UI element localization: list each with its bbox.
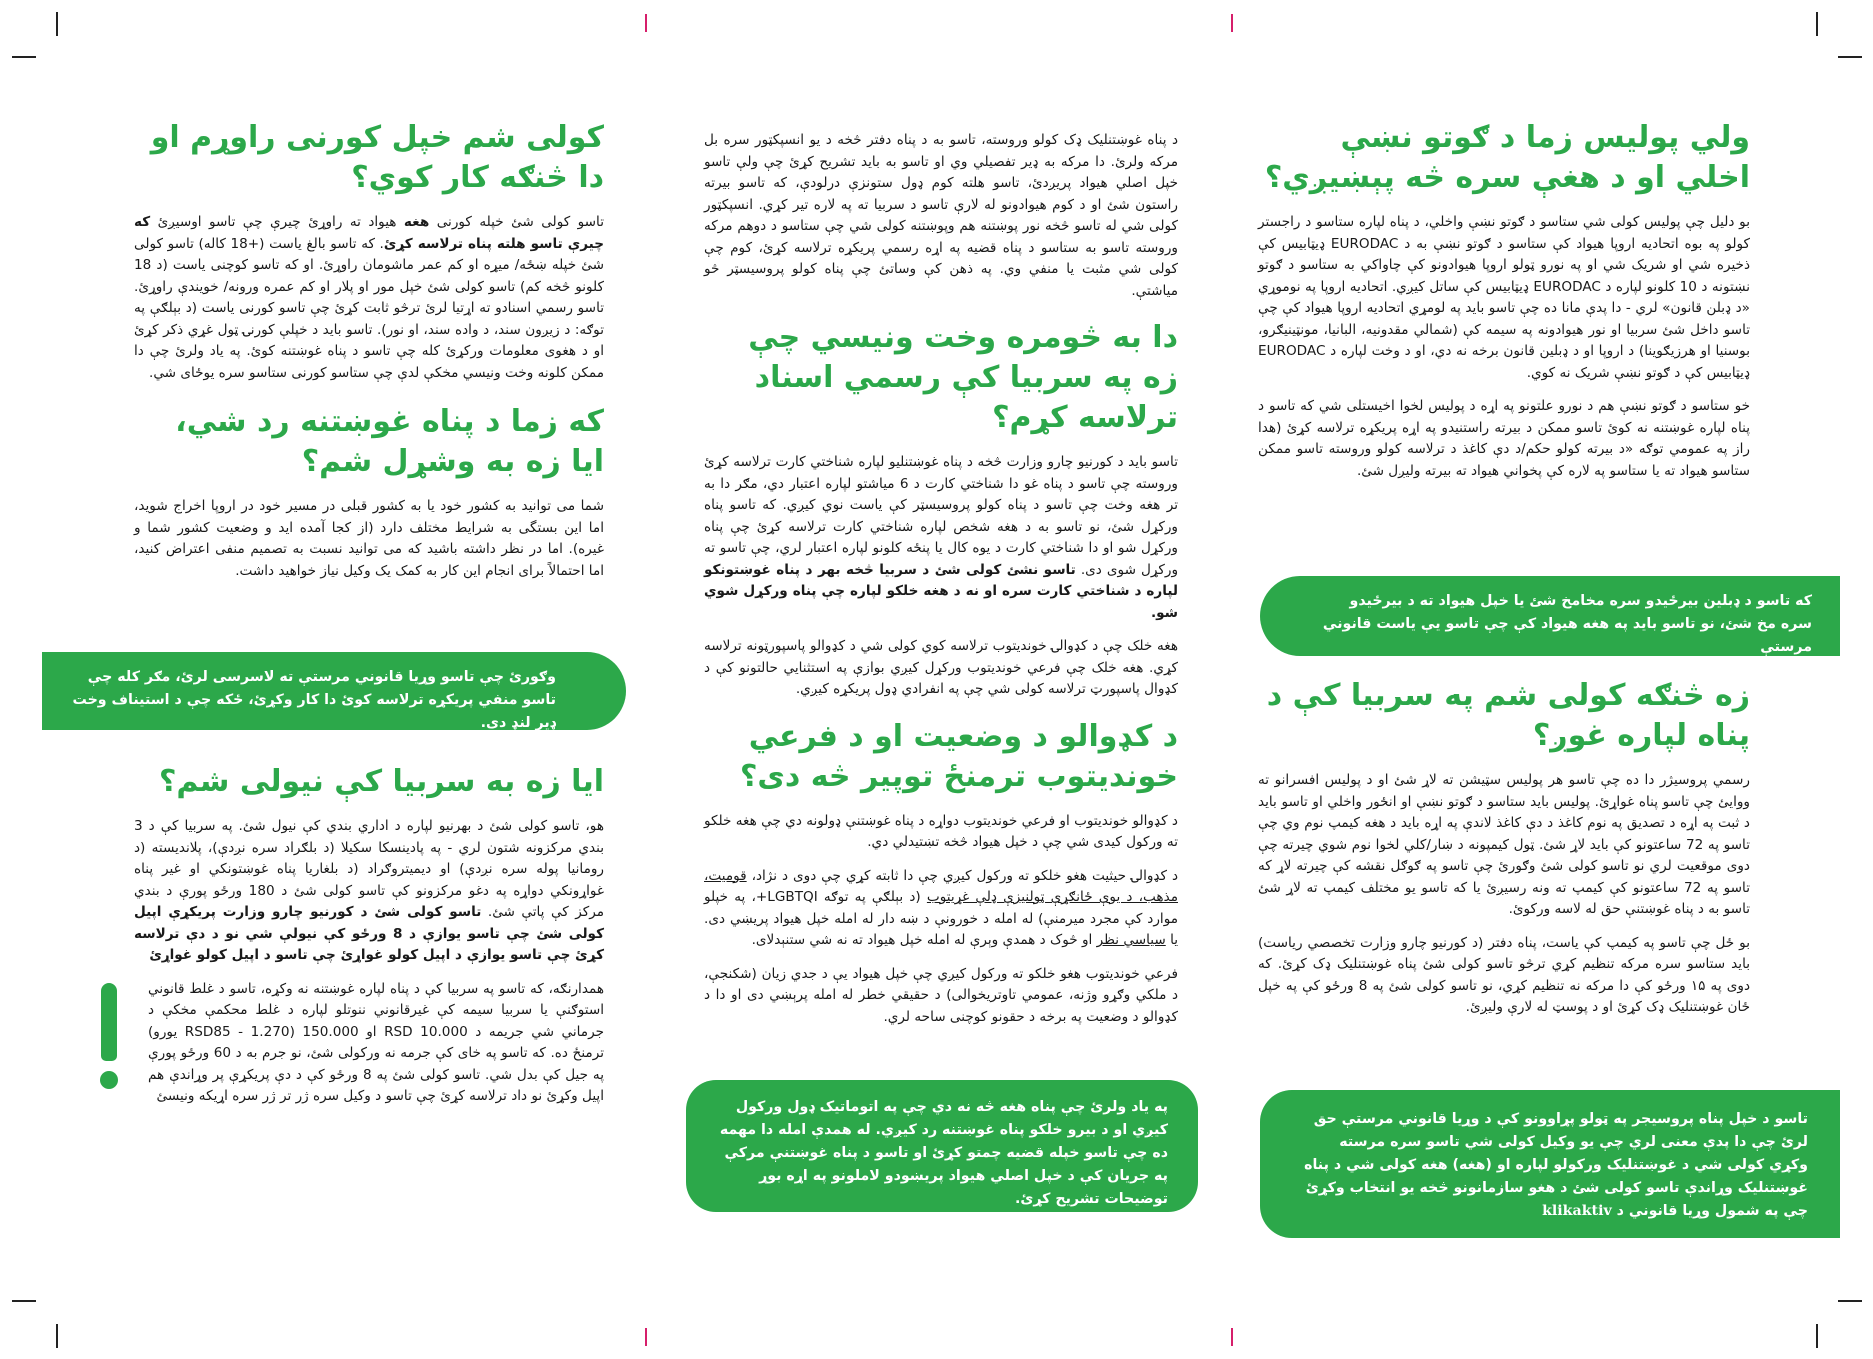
right-column-lower <box>1258 676 1750 1031</box>
underlined-text: سیاسي نظر <box>1096 932 1166 948</box>
fold-mark <box>645 14 647 32</box>
exclamation-icon <box>94 983 124 1093</box>
callout-text: په یاد ولرئ چې پناه هغه څه نه دي چې په اتوماتیک ډول ورکول کیږي او د بیرو خلکو پناه غوښتنه رد کیږي. له همدې امله دا مهمه ده چې تاسو خپله قضیه چمتو کړئ او تاسو د پناه غوښتنې مرکې په جریان کې د خپل اصلي هیواد پریښودو لاملونو په اړه بوړ توضیحات تشریح کړئ. <box>719 1099 1168 1207</box>
paragraph-bold: تاسو نشئ کولی شئ د سربیا څخه بهر د پناه غوښتونکو لپاره د شناختي کارت سره او نه د هغه خلکو لپاره چې پناه ورکړل شوي شو. <box>704 561 1178 621</box>
paragraph: خو ستاسو د ګوتو نښې هم د نورو علتونو په اړه د پولیس لخوا اخیستلی شي که تاسو د پناه لپاره غوښتنه نه کوئ تاسو ممکن د بیرته راستنیدو په اړه پریکړه ترلاسه کړئ (هدا راز په عمومي توګه «د بیرته کولو حکم/د دې کاغذ د ترلاسه کولو وروسته تاسو ممکن ستاسو هیواد ته یا ستاسو په لاره کې پخواني هیواد ته بیرته ولیږل شئ. <box>1258 398 1750 479</box>
paragraph-text: هو، تاسو کولی شئ د بهرنیو لپاره د اداري بندي کې نیول شئ. په سربیا کې د 3 بندي مرکزونه شتون لري - په پادینسکا سکیلا (د بلګراد سره نږدې)، پلاندیسته (د رومانیا پوله سره نږدې) او دیمیتروګراد (د بلغاریا پناه غوښتونکي او غیر پناه غواړونکي دواړه په دغو مرکزونو کې تاسو کولی شئ د 180 ورځو پورې د بندي مرکز کې پاتې شئ. <box>134 818 604 920</box>
paragraph-text: تاسو باید د کورنیو چارو وزارت څخه د پناه غوښتنلیو لپاره شناختي کارت ترلاسه کړئ وروسته چې تاسو د پناه غو دا شناختي کارت د 6 میاشتو لپاره اعتبار دي، مګر دا به تر هغه وخت چې تاسو د پناه کولو پروسیسټر کې یاست نوي کیږي. که تاسو پناه ورکړل شئ، نو تاسو به د هغه شخص لپاره شناختي کارت ترلاسه کړئ چې پناه ورکړل شو او دا شناختي کارت د یوه کال یا پنځه کلونو لپاره اعتبار لري، چې تاسو ته ورکړل شوی دی. <box>704 454 1179 578</box>
underlined-text: قومیت، مذهب، د یوې ځانګړې ټولنیزې ډلې غړیتوب <box>704 867 1178 905</box>
callout-text <box>1300 1108 1808 1223</box>
callout-box <box>686 1080 1198 1212</box>
right-column <box>1258 118 1750 494</box>
paragraph: هغه خلک چې د کډوالۍ خوندیتوب ترلاسه کوي کولی شي د کډوالو پاسپورټونه ترلاسه کړي. هغه خلک چې فرعي خوندیتوب ورکړل کیږي بوازې په استثنایي حالتونو کې د کډوال پاسپورټ ترلاسه کولی شي چې په انفرادي ډول پریکړه کیږي. <box>704 638 1178 697</box>
crop-mark <box>56 1324 58 1348</box>
callout-box <box>42 652 626 730</box>
section-heading: کولی شم خپل کورنی راوړم او دا څنګه کار کوي؟ <box>150 120 604 195</box>
crop-mark <box>1816 12 1818 36</box>
section-heading: ولي پوليس زما د ګوتو نښې اخلي او د هغې سره څه پېښيږي؟ <box>1264 120 1750 195</box>
section-heading: زه څنګه کولی شم په سربیا کې د پناه لپاره غوږ؟ <box>1266 678 1750 753</box>
left-column-lower <box>134 762 604 1120</box>
paragraph-text: (د بېلګې په توګه LGBTQI+، په خپلو موارد کې مجرد میرمنې) له امله د خورونې د ښه دار له امله خپل هیواد پریښي دی. یا <box>704 889 1178 948</box>
callout-text-main: تاسو د خپل پناه پروسیجر په ټولو پړاوونو کې د وړیا قانوني مرستې حق لرئ چې دا پدې معنی لري چې یو وکیل کولی شي تاسو سره مرسته وکړي کولی شي د غوښتنلیک ورکولو لپاره او (هغه) هغه کولی شي د پناه غوښتنلیک وړاندې تاسو کولی شئ د هغو سازمانونو څخه یو انتخاب وکړئ چې په شمول وړیا قانوني د <box>1304 1111 1808 1219</box>
left-column <box>134 118 604 594</box>
crop-mark <box>1838 56 1862 58</box>
paragraph: همدارنګه، که تاسو په سربیا کې د پناه لپاره غوښتنه نه وکړه، تاسو د غلط قانوني استوګنې یا سربیا سیمه کې غیرقانوني ننوتلو لپاره د غلط محکمې مخکې د جرماني شي جریمه د RSD 10.000 او 150.000 (RSD85 - 1.270 یورو) ترمنځ ده. که تاسو په خای کې جرمه نه ورکولی شئ، نو جرم به د 60 ورځو پورې په جیل کې بدل شي. تاسو کولی شئ په 8 ورځو کې د دې پریکړې پر وړاندې هم اپیل وکړئ نو داد ترلاسه کړئ چې تاسو د وکیل سره ژر تر ژر سره اړیکه ونیسئ <box>148 980 605 1104</box>
warning-note <box>134 979 604 1108</box>
callout-text: وګورئ چې تاسو وړیا قانوني مرستې ته لاسرسی لرئ، مګر کله چې تاسو منفي پریکړه ترلاسه کوئ دا کار وکړئ، ځکه چې د استیناف وخت ډیر لنډ دی. <box>72 669 556 731</box>
crop-mark <box>1838 1300 1862 1302</box>
section-heading: ایا زه به سربیا کې نیولی شم؟ <box>158 764 604 799</box>
paragraph: د پناه غوښتنلیک ډک کولو وروسته، تاسو به د پناه دفتر څخه د یو انسپکټور سره بل مرکه ولرئ. دا مرکه به ډیر تفصیلي وي او تاسو به باید تشریح کړئ چې ولې تاسو خپل اصلي هیواد پریږدئ، تاسو هلته کوم ډول ستونزې درلودې، که تاسو بیرته راستون شئ او د کوم هیوادونو له لارې تاسو د سربیا ته په لاره تیر کړي. انسپکټور کولی شي له تاسو څخه نور پوښتنه هم وپوښتنه کولی شي چې ستاسو د دوهم مرکه وروسته تاسو به ستاسو د پناه قضیه په اړه رسمي پریکړه ترلاسه کړئ، کوم چې کولی شي مثبت یا منفي وي. په ذهن کې وساتئ چې پناه کولو پروسیسټر څو میاشتې. <box>704 132 1178 299</box>
paragraph-text: تاسو کولی شئ خپله کورنی <box>429 214 604 230</box>
section-heading: دا به څومره وخت ونیسي چې زه په سربیا کې رسمي اسناد ترلاسه کړم؟ <box>748 320 1178 435</box>
paragraph: بو ځل چې تاسو په کیمپ کې یاست، پناه دفتر (د کورنیو چارو وزارت تخصصي ریاست) باید ستاسو سره مرکه تنظیم کړي ترڅو تاسو کولی شئ پناه غوښتنلیک ډک کړئ. که دوی په ۱۵ ورځو کې دا مرکه نه تنظیم کړي، نو تاسو کولی شئ په 8 ورځو کې په خپل ځان غوښتنلیک ډک کړئ او د پوسټ له لارې ولیږئ. <box>1258 934 1751 1015</box>
paragraph-text: د کډوالۍ حیثیت هغو خلکو ته ورکول کیږي چې دا ثابته کړي چې دوی د نژاد، <box>746 867 1178 884</box>
callout-box <box>1260 1090 1840 1238</box>
callout-box <box>1260 576 1840 656</box>
paragraph-bold: هغه <box>403 214 430 230</box>
paragraph: فرعي خوندیتوب هغو خلکو ته ورکول کیږي چې خپل هیواد یې د جدي زیان (شکنجې، د ملکي وګړو وژنه، عمومي تاوتریخوالی) د حقیقي خطر له امله پرېښي دی او دا د کډوالو د وضعیت په برخه د حقونو کوچنی ساحه لري. <box>704 965 1178 1025</box>
paragraph <box>704 866 1178 952</box>
paragraph: رسمي پروسیژر دا ده چې تاسو هر پولیس سټیشن ته لاړ شئ او د پولیس افسرانو ته ووایئ چې تاسو پناه غواړئ. پولیس باید ستاسو د ګوتو نښې او انځور واخلي او تاسو باید د ثبت په اړه د تصدیق په نوم کاغذ د دې کاغذ لاندې په اړه باید د هغه کیمپ نوم وي چې تاسو په 72 ساعتونو کې باید لاړ شئ. ټول کیمپونه د ښار/کلي لخوا نوم شوي چیرته چې دوی موقعیت لري نو تاسو کولی شئ وګورئ چې تاسو په ګوګل نقشه کې چیرته لاړ که تاسو په 72 ساعتونو کې کیمپ ته ونه رسیږئ یا که تاسو یو مختلف کیمپ ته لاړ شئ تاسو به د پناه غوښتنې حق له لاسه ورکوئ. <box>1258 772 1750 917</box>
middle-column <box>704 130 1178 1040</box>
crop-mark <box>12 1300 36 1302</box>
paragraph <box>134 212 604 384</box>
fold-mark <box>645 1328 647 1346</box>
crop-mark <box>1816 1324 1818 1348</box>
crop-mark <box>12 56 36 58</box>
paragraph-text: او څوک د همدې وېرې له امله خپل هیواد ته نه شي ستنېدلای. <box>751 932 1097 948</box>
fold-mark <box>1231 1328 1233 1346</box>
fold-mark <box>1231 14 1233 32</box>
paragraph <box>704 452 1178 624</box>
brand-name: klikaktiv <box>1542 1203 1612 1219</box>
paragraph-bold: که چیرې تاسو هلته پناه ترلاسه کړئ <box>134 214 604 252</box>
paragraph-text: . که تاسو بالغ یاست (+18 کاله) تاسو کولی شئ خپله ښځه/ میړه او کم عمر ماشومان راوړئ. او که تاسو کوچنی یاست (د 18 کلونو څخه کم) تاسو کولی شئ خپل مور او پلار او کم عمره ورونه/ خویندې راوړئ. تاسو رسمي اسنادو ته اړتیا لرئ ترڅو ثابت کړئ چې تاسو کورنی یاست (د بېلګې په توګه: د زیږون سند، د واده سند، او نور). تاسو باید د خپلې کورنۍ ټول غړي ذکر کړئ او د هغوی معلومات ورکړئ کله چې تاسو د پناه غوښتنه کوئ. په یاد ولرئ چې دا ممکن کلونه وخت ونیسي مخکې لدې چې ستاسو کورنی ستاسو سره یوځای شي. <box>134 235 604 381</box>
crop-mark <box>56 12 58 36</box>
paragraph: شما می توانید به کشور خود یا به کشور قبلی در مسیر خود در اروپا اخراج شوید، اما این بستگی به شرایط مختلف دارد (از کجا آمده اید و وضعیت کشور شما و غیره). اما در نظر داشته باشید که می توانید نسبت به تصمیم منفی اعتراض کنید، اما احتمالاً برای انجام این کار به کمک یک وکیل نیاز خواهید داشت. <box>134 498 604 579</box>
callout-text: که تاسو د ډبلین بیرځیدو سره مخامخ شئ یا خپل هیواد ته د بیرځیدو سره مخ شئ، نو تاسو باید په هغه هیواد کې چې تاسو یې یاست قانوني مرستې <box>1322 593 1812 655</box>
paragraph: بو دلیل چې پولیس کولی شي ستاسو د ګوتو نښې واخلي، د پناه لپاره ستاسو د راجستر کولو په بوه اتحادیه اروپا هیواد کې ستاسو د ګوتو نښې به د EURODAC ډیټابیس کې ذخیره شي او شریک شي او په نورو ټولو اروپا هیوادونو کې چاواکي به ستاسو د ګوتو نښتونه د 10 کلونو لپاره د EURODAC ډیټابیس کې ساتل کیږي. اتحادیه اروپا په نوموړي «د ډبلن قانون» لري - دا پدې مانا ده چې تاسو باید په لومړي اتحادیه اروپا هیواد کې چې تاسو داخل شئ سربیا او نور هیوادونه په سیمه کې (شمالي مقدونیه، البانیا، مونټینیګرو، بوسنیا او هرزیګوینا) د اروپا او د ډبلین قانون برخه نه دي، او د وخت لپاره د EURODAC ډیټابیس کې د ګوتو نښې شریک نه کوي. <box>1258 214 1751 381</box>
paragraph-bold: تاسو کولی شئ د کورنیو چارو وزارت پریکړې اپیل کولی شئ چې تاسو یوازې د 8 ورځو کې نیولې شي نو د دې ترلاسه کړئ چې تاسو یوازې د اپیل کولو غواړئ چې تاسو د اپیل کولو غواړئ <box>134 904 604 963</box>
paragraph <box>134 816 604 967</box>
paragraph-text: هیواد ته راوړئ چیرې چې تاسو اوسیږئ <box>150 214 404 230</box>
paragraph: د کډوالو خوندیتوب او فرعي خوندیتوب دواړه د پناه غوښتنې ډولونه دي چې هغه خلکو ته ورکول کیدی شي چې د خپل هیواد څخه تښتیدلي دي. <box>704 812 1178 850</box>
section-heading: که زما د پناه غوښتنه رد شي، ایا زه به وشړل شم؟ <box>175 404 604 479</box>
section-heading: د کډوالو د وضعیت او د فرعي خوندیتوب ترمنځ توپیر څه دی؟ <box>740 718 1178 794</box>
